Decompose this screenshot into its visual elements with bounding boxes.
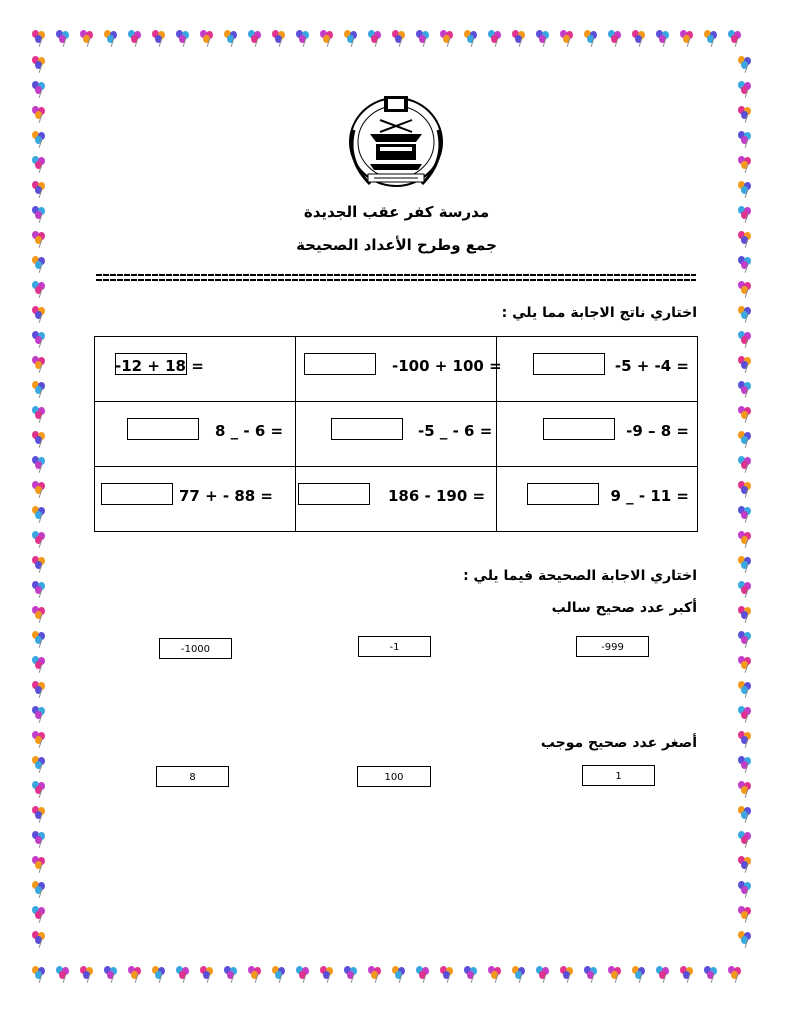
answer-box[interactable] — [127, 418, 199, 440]
exercise-table — [94, 336, 698, 532]
balloon-icon — [416, 30, 432, 46]
balloon-icon — [32, 431, 48, 447]
option-box[interactable]: -999 — [576, 636, 649, 657]
balloon-icon — [152, 30, 168, 46]
balloon-icon — [680, 30, 696, 46]
balloon-icon — [320, 966, 336, 982]
balloon-icon — [296, 30, 312, 46]
balloon-icon — [32, 656, 48, 672]
balloon-icon — [464, 30, 480, 46]
balloon-icon — [104, 30, 120, 46]
balloon-icon — [738, 456, 754, 472]
balloon-icon — [32, 931, 48, 947]
answer-box[interactable] — [527, 483, 599, 505]
question2-instruction: اختاري الاجابة الصحيحة فيما يلي : — [463, 568, 697, 584]
balloon-icon — [738, 81, 754, 97]
part-b-label: أصغر عدد صحيح موجب — [540, 735, 697, 751]
answer-box[interactable] — [101, 483, 173, 505]
balloon-icon — [32, 281, 48, 297]
balloon-icon — [738, 256, 754, 272]
balloon-icon — [104, 966, 120, 982]
balloon-icon — [738, 681, 754, 697]
balloon-icon — [608, 30, 624, 46]
balloon-icon — [32, 781, 48, 797]
balloon-icon — [738, 881, 754, 897]
balloon-icon — [738, 56, 754, 72]
table-cell — [296, 337, 502, 402]
balloon-icon — [738, 781, 754, 797]
expression: -5 _ - 6 = — [418, 422, 493, 440]
balloon-icon — [32, 456, 48, 472]
balloon-icon — [32, 30, 48, 46]
balloon-icon — [128, 966, 144, 982]
table-row — [95, 337, 698, 402]
balloon-icon — [32, 406, 48, 422]
school-name: مدرسة كفر عقب الجديدة — [303, 203, 490, 221]
balloon-icon — [656, 30, 672, 46]
balloon-icon — [32, 356, 48, 372]
balloon-icon — [738, 706, 754, 722]
balloon-icon — [344, 30, 360, 46]
balloon-icon — [32, 556, 48, 572]
balloon-icon — [536, 30, 552, 46]
option-box[interactable]: -1000 — [159, 638, 232, 659]
balloon-icon — [32, 481, 48, 497]
balloon-icon — [200, 30, 216, 46]
expression: 9 _ - 11 = — [610, 487, 689, 505]
question1-instruction: اختاري ناتج الاجابة مما يلي : — [501, 305, 697, 321]
table-cell — [95, 337, 296, 402]
table-row — [95, 402, 698, 467]
expression: 77 + - 88 = — [179, 487, 273, 505]
balloon-icon — [738, 356, 754, 372]
balloon-icon — [56, 966, 72, 982]
balloon-icon — [704, 30, 720, 46]
balloon-icon — [32, 331, 48, 347]
table-cell — [95, 467, 296, 532]
balloon-icon — [320, 30, 336, 46]
balloon-icon — [32, 506, 48, 522]
table-cell — [497, 337, 698, 402]
balloon-icon — [738, 331, 754, 347]
balloon-icon — [32, 531, 48, 547]
table-cell — [296, 467, 497, 532]
option-box[interactable]: 1 — [582, 765, 655, 786]
option-box[interactable]: 8 — [156, 766, 229, 787]
balloon-icon — [272, 966, 288, 982]
balloon-icon — [296, 966, 312, 982]
balloon-icon — [224, 30, 240, 46]
balloon-icon — [738, 906, 754, 922]
answer-box[interactable] — [533, 353, 605, 375]
balloon-icon — [32, 706, 48, 722]
balloon-icon — [32, 631, 48, 647]
balloon-icon — [440, 966, 456, 982]
balloon-icon — [32, 306, 48, 322]
balloon-icon — [344, 966, 360, 982]
balloon-icon — [32, 606, 48, 622]
balloon-icon — [32, 906, 48, 922]
balloon-icon — [536, 966, 552, 982]
balloon-icon — [224, 966, 240, 982]
balloon-icon — [738, 756, 754, 772]
option-box[interactable]: -1 — [358, 636, 431, 657]
balloon-icon — [32, 81, 48, 97]
balloon-icon — [738, 856, 754, 872]
balloon-icon — [392, 30, 408, 46]
balloon-icon — [32, 56, 48, 72]
balloon-icon — [488, 30, 504, 46]
balloon-icon — [738, 431, 754, 447]
balloon-icon — [738, 406, 754, 422]
table-row — [95, 467, 698, 532]
expression: -100 + 100 = — [392, 357, 502, 375]
balloon-icon — [32, 106, 48, 122]
balloon-icon — [560, 30, 576, 46]
balloon-icon — [728, 966, 744, 982]
balloon-icon — [632, 966, 648, 982]
balloon-icon — [738, 131, 754, 147]
balloon-icon — [738, 831, 754, 847]
balloon-icon — [80, 966, 96, 982]
balloon-icon — [738, 931, 754, 947]
balloon-icon — [738, 631, 754, 647]
balloon-icon — [584, 966, 600, 982]
balloon-icon — [738, 381, 754, 397]
balloon-icon — [32, 156, 48, 172]
balloon-icon — [728, 30, 744, 46]
table-cell — [497, 467, 698, 532]
part-a-label: أكبر عدد صحيح سالب — [551, 600, 697, 616]
worksheet-title: جمع وطرح الأعداد الصحيحة — [296, 236, 497, 254]
balloon-icon — [32, 131, 48, 147]
balloon-icon — [738, 606, 754, 622]
balloon-icon — [488, 966, 504, 982]
answer-box[interactable] — [298, 483, 370, 505]
balloon-icon — [738, 556, 754, 572]
expression: 8 _ - 6 = — [215, 422, 284, 440]
option-box[interactable]: 100 — [357, 766, 431, 787]
balloon-icon — [738, 481, 754, 497]
balloon-icon — [248, 966, 264, 982]
balloon-icon — [440, 30, 456, 46]
balloon-icon — [176, 30, 192, 46]
balloon-icon — [464, 966, 480, 982]
answer-box[interactable] — [304, 353, 376, 375]
answer-box[interactable] — [331, 418, 403, 440]
balloon-icon — [738, 156, 754, 172]
expression: 186 - 190 = — [388, 487, 486, 505]
answer-box[interactable] — [543, 418, 615, 440]
balloon-icon — [128, 30, 144, 46]
balloon-icon — [32, 831, 48, 847]
balloon-icon — [656, 966, 672, 982]
balloon-icon — [738, 581, 754, 597]
answer-box[interactable] — [115, 353, 187, 375]
balloon-icon — [32, 856, 48, 872]
balloon-icon — [272, 30, 288, 46]
balloon-icon — [560, 966, 576, 982]
balloon-icon — [512, 30, 528, 46]
balloon-icon — [632, 30, 648, 46]
balloon-icon — [704, 966, 720, 982]
expression: -12 + 18 = — [115, 357, 204, 375]
balloon-icon — [512, 966, 528, 982]
table-cell — [95, 402, 296, 467]
balloon-icon — [680, 966, 696, 982]
balloon-icon — [584, 30, 600, 46]
balloon-icon — [32, 756, 48, 772]
balloon-icon — [32, 581, 48, 597]
balloon-icon — [80, 30, 96, 46]
table-cell — [296, 402, 497, 467]
school-emblem-icon — [340, 90, 452, 194]
balloon-icon — [608, 966, 624, 982]
balloon-icon — [738, 656, 754, 672]
balloon-icon — [738, 106, 754, 122]
balloon-icon — [56, 30, 72, 46]
balloon-icon — [738, 806, 754, 822]
expression: -9 – 8 = — [626, 422, 689, 440]
expression: -5 + -4 = — [614, 357, 689, 375]
balloon-icon — [248, 30, 264, 46]
balloon-icon — [32, 181, 48, 197]
balloon-icon — [32, 681, 48, 697]
title-divider — [96, 270, 696, 286]
balloon-icon — [738, 531, 754, 547]
balloon-icon — [32, 381, 48, 397]
balloon-icon — [32, 966, 48, 982]
balloon-icon — [392, 966, 408, 982]
balloon-icon — [738, 506, 754, 522]
balloon-icon — [176, 966, 192, 982]
balloon-icon — [416, 966, 432, 982]
balloon-icon — [738, 281, 754, 297]
balloon-icon — [32, 806, 48, 822]
balloon-icon — [32, 256, 48, 272]
balloon-icon — [32, 731, 48, 747]
table-cell — [497, 402, 698, 467]
balloon-icon — [32, 881, 48, 897]
balloon-icon — [200, 966, 216, 982]
balloon-icon — [738, 731, 754, 747]
balloon-icon — [368, 966, 384, 982]
balloon-icon — [368, 30, 384, 46]
balloon-icon — [738, 306, 754, 322]
balloon-icon — [738, 181, 754, 197]
balloon-icon — [152, 966, 168, 982]
